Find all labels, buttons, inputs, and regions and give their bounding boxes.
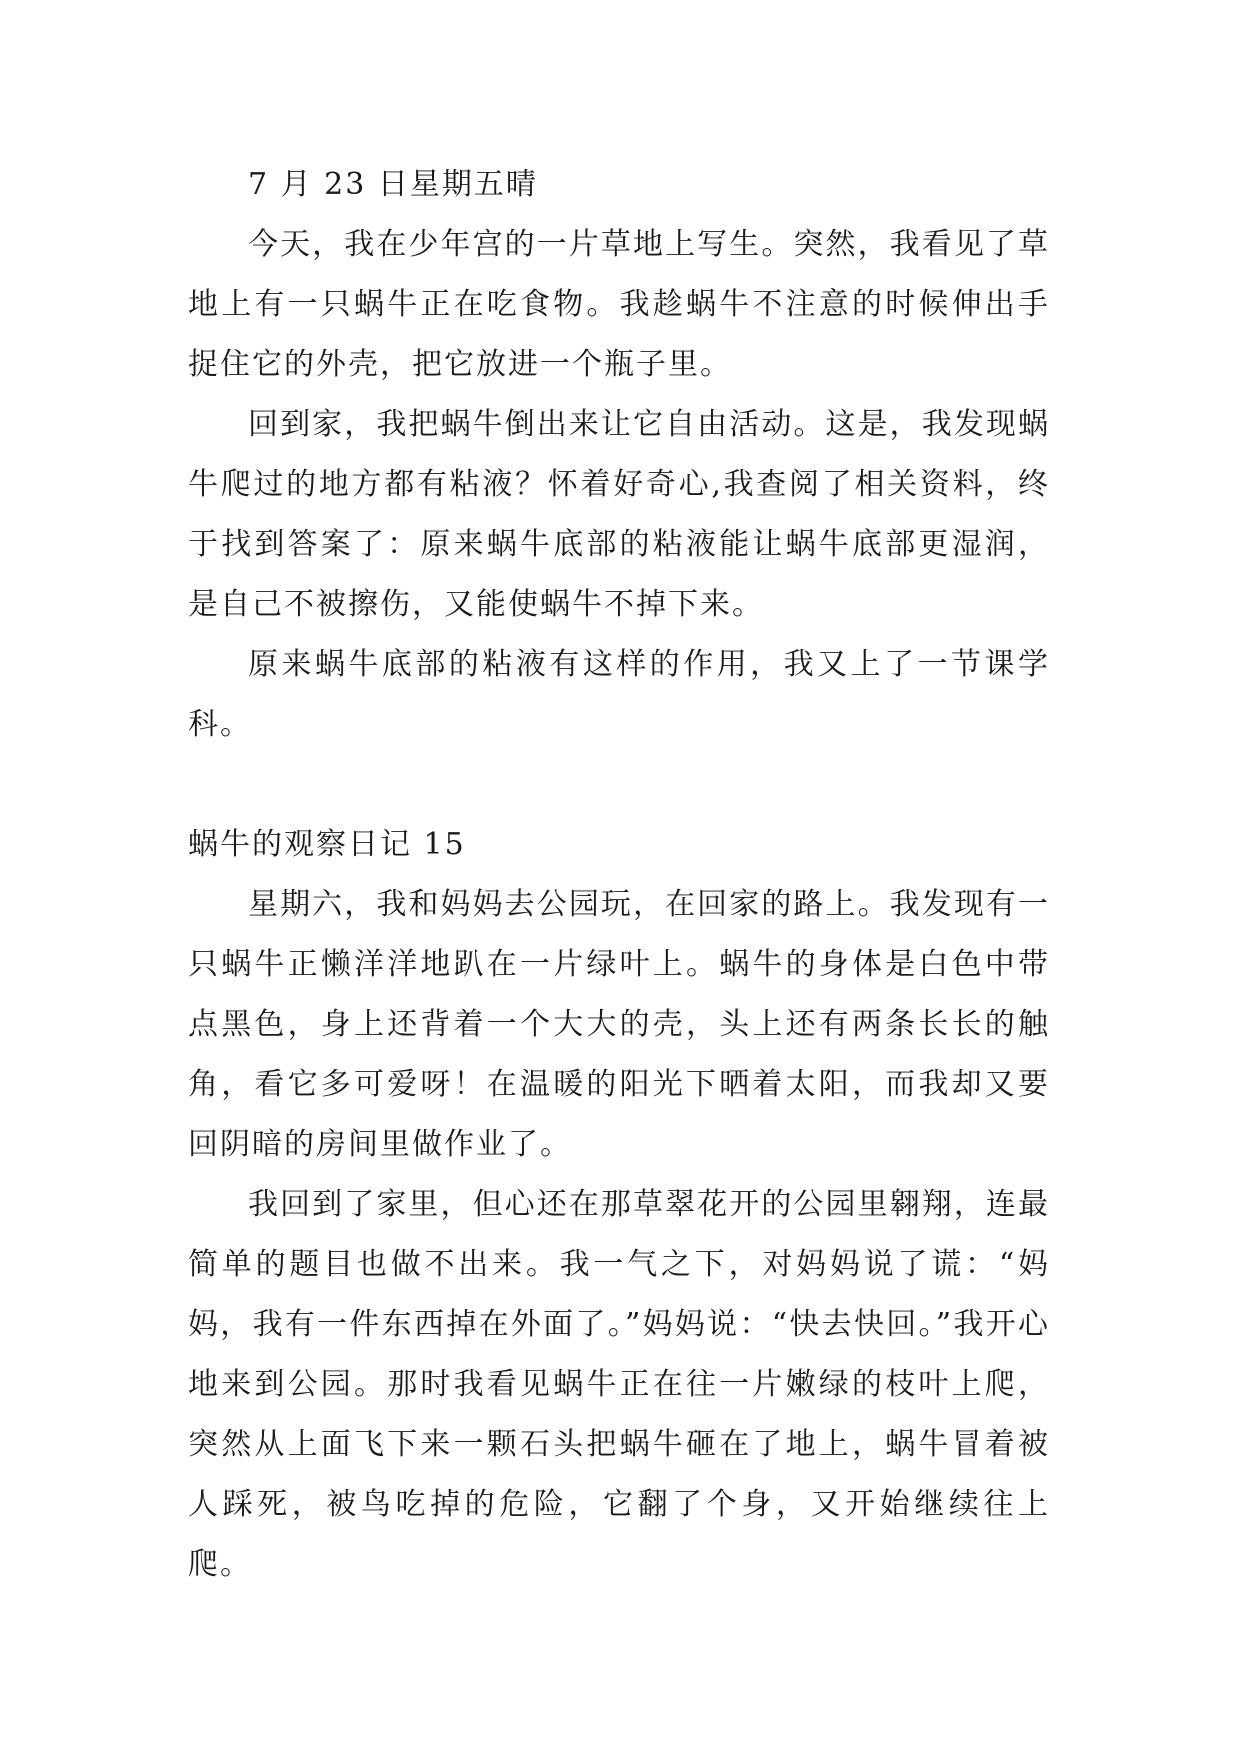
section-gap <box>188 755 1050 815</box>
entry1-date: 7 月 23 日星期五晴 <box>248 167 538 202</box>
entry1-paragraph-1: 今天，我在少年宫的一片草地上写生。突然，我看见了草地上有一只蜗牛正在吃食物。我趁蜗牛不注意的时候伸出手捉住它的外壳，把它放进一个瓶子里。 <box>188 227 1050 382</box>
entry2-title: 蜗牛的观察日记 15 <box>188 827 466 862</box>
entry1-paragraph-2: 回到家，我把蜗牛倒出来让它自由活动。这是，我发现蜗牛爬过的地方都有粘液？怀着好奇心,我查阅了相关资料，终于找到答案了：原来蜗牛底部的粘液能让蜗牛底部更湿润，是自己不被擦伤，又能使蜗牛不掉下来。 <box>188 407 1050 622</box>
entry2-paragraph-2: 我回到了家里，但心还在那草翠花开的公园里翱翔，连最简单的题目也做不出来。我一气之下，对妈妈说了谎：“妈妈，我有一件东西掉在外面了。”妈妈说：“快去快回。”我开心地来到公园。那时我看见蜗牛正在往一片嫩绿的枝叶上爬，突然从上面飞下来一颗石头把蜗牛砸在了地上，蜗牛冒着被人踩死，被鸟吃掉的危险，它翻了个身，又开始继续往上爬。 <box>188 1187 1050 1582</box>
document-body <box>188 155 1050 1595</box>
entry1-paragraph-3: 原来蜗牛底部的粘液有这样的作用，我又上了一节课学科。 <box>188 647 1050 742</box>
entry2-paragraph-1: 星期六，我和妈妈去公园玩，在回家的路上。我发现有一只蜗牛正懒洋洋地趴在一片绿叶上。蜗牛的身体是白色中带点黑色，身上还背着一个大大的壳，头上还有两条长长的触角，看它多可爱呀！在温暖的阳光下晒着太阳，而我却又要回阴暗的房间里做作业了。 <box>188 887 1050 1162</box>
